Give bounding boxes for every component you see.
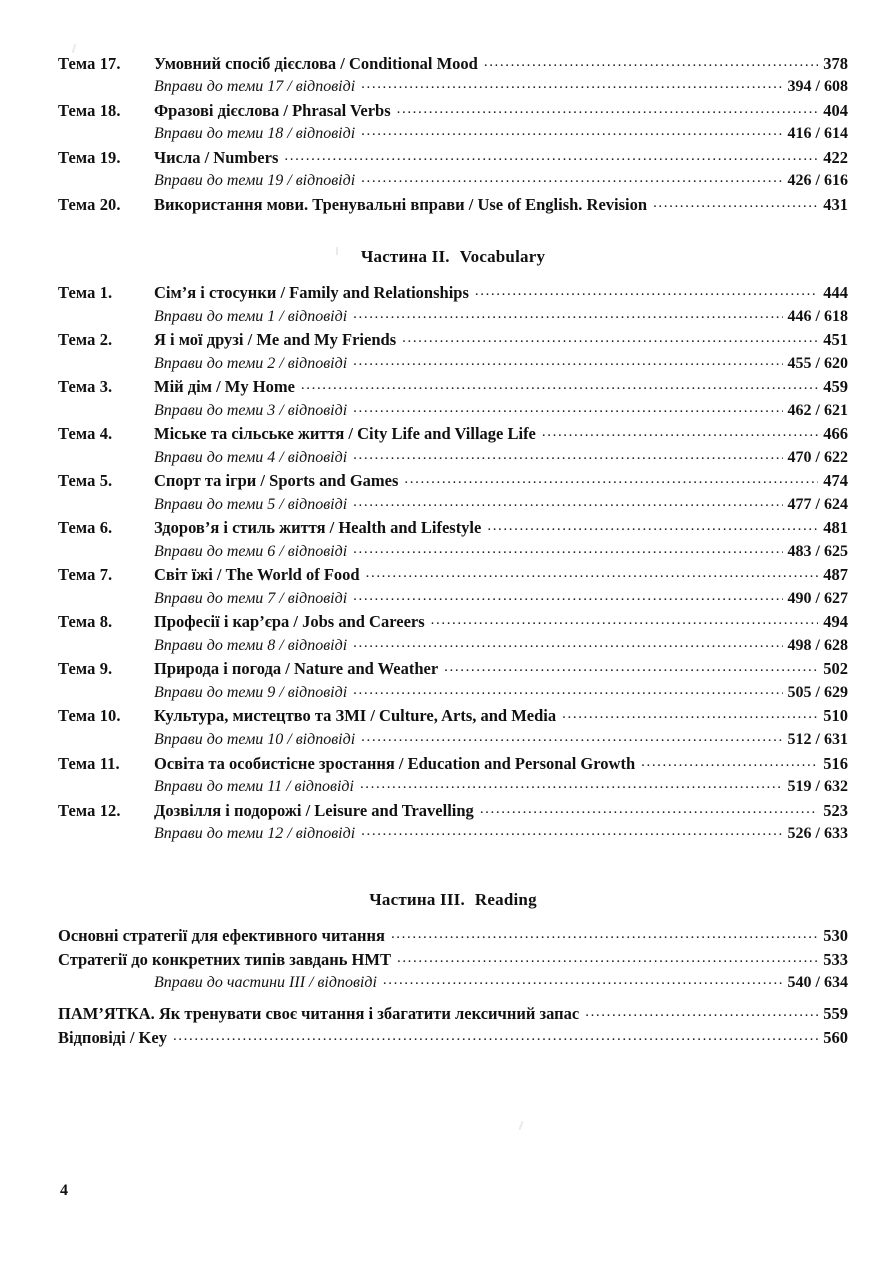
toc-leader-dots <box>562 704 818 725</box>
toc-leader-dots <box>361 74 782 95</box>
toc-entry-title: Числа / Numbers <box>154 148 279 168</box>
toc-entry-pages: 431 <box>823 195 848 215</box>
toc-subentry-title: Вправи до теми 11 / відповіді <box>154 777 354 795</box>
toc-entry-label: Тема 7. <box>58 565 113 585</box>
toc-subentry-title: Вправи до теми 5 / відповіді <box>154 495 348 513</box>
toc-subentry[interactable] <box>58 170 848 193</box>
toc-entry[interactable] <box>58 146 848 170</box>
toc-leader-dots <box>353 680 782 701</box>
toc-entry-label: Тема 4. <box>58 424 113 444</box>
toc-leader-dots <box>641 752 818 773</box>
toc-entry-pages: 516 <box>823 753 848 773</box>
toc-leader-dots <box>301 375 818 396</box>
toc-subentry[interactable] <box>58 494 848 517</box>
toc-subentry-title: Вправи до теми 2 / відповіді <box>154 354 348 372</box>
toc-entry-pages: 422 <box>823 148 848 168</box>
toc-leader-dots <box>397 99 819 120</box>
toc-entry-label: Тема 6. <box>58 518 113 538</box>
toc-entry-pages: 502 <box>823 659 848 679</box>
toc-entry-pages: 523 <box>823 800 848 820</box>
toc-subentry-pages: 470 / 622 <box>787 448 848 466</box>
toc-leader-dots <box>353 445 782 466</box>
toc-entry[interactable] <box>58 469 848 493</box>
toc-leader-dots <box>353 492 782 513</box>
toc-entry-title: Природа і погода / Nature and Weather <box>154 659 439 679</box>
toc-entry-pages: 559 <box>823 1003 848 1023</box>
toc-subentry-pages: 455 / 620 <box>787 354 848 372</box>
part-heading-reading <box>58 890 848 910</box>
toc-entry-pages: 530 <box>823 925 848 945</box>
toc-entry-label: Тема 3. <box>58 377 113 397</box>
toc-leader-dots <box>383 970 783 991</box>
toc-entry-title: Мій дім / My Home <box>154 377 295 397</box>
toc-subentry[interactable] <box>58 682 848 705</box>
toc-entry[interactable] <box>58 52 848 76</box>
toc-entry[interactable] <box>58 193 848 217</box>
toc-leader-dots <box>402 328 818 349</box>
toc-entry-title: Освіта та особистісне зростання / Education and Personal Growth <box>154 753 636 773</box>
toc-entry-pages: 481 <box>823 518 848 538</box>
toc-subentry[interactable] <box>58 541 848 564</box>
toc-leader-dots <box>391 924 818 945</box>
toc-entry[interactable] <box>58 657 848 681</box>
toc-subentry[interactable] <box>58 447 848 470</box>
toc-leader-dots <box>361 121 782 142</box>
toc-entry-pages: 459 <box>823 377 848 397</box>
toc-leader-dots <box>475 281 818 302</box>
toc-entry[interactable] <box>58 422 848 446</box>
toc-subentry-pages: 483 / 625 <box>787 542 848 560</box>
toc-entry[interactable] <box>58 328 848 352</box>
toc-leader-dots <box>585 1002 818 1023</box>
toc-entry-label: Тема 1. <box>58 283 113 303</box>
toc-entry-title: Професії і кар’єра / Jobs and Careers <box>154 612 425 632</box>
toc-subentry[interactable] <box>58 353 848 376</box>
toc-subentry-pages: 462 / 621 <box>787 401 848 419</box>
toc-subentry-pages: 446 / 618 <box>787 307 848 325</box>
toc-body <box>58 52 848 1050</box>
scan-speckle <box>519 1121 524 1130</box>
toc-leader-dots <box>353 398 782 419</box>
toc-entry-pages: 466 <box>823 424 848 444</box>
toc-entry-title: Сім’я і стосунки / Family and Relationships <box>154 283 469 303</box>
toc-leader-dots <box>173 1026 818 1047</box>
toc-entry-label: Тема 5. <box>58 471 113 491</box>
toc-subentry-title: Вправи до теми 10 / відповіді <box>154 730 356 748</box>
toc-subentry[interactable] <box>58 588 848 611</box>
toc-subentry-pages: 519 / 632 <box>787 777 848 795</box>
toc-subentry-title: Вправи до теми 18 / відповіді <box>154 125 356 143</box>
part-heading-vocabulary <box>58 247 848 267</box>
toc-subentry-pages: 490 / 627 <box>787 589 848 607</box>
toc-entry-pages: 444 <box>823 283 848 303</box>
toc-leader-dots <box>360 774 783 795</box>
toc-section-vocabulary <box>58 281 848 845</box>
toc-entry-title: Я і мої друзі / Me and My Friends <box>154 330 397 350</box>
toc-subentry-pages: 498 / 628 <box>787 636 848 654</box>
toc-entry-pages: 494 <box>823 612 848 632</box>
toc-leader-dots <box>353 304 782 325</box>
toc-leader-dots <box>353 539 782 560</box>
toc-subentry-title: Вправи до теми 8 / відповіді <box>154 636 348 654</box>
toc-subentry[interactable] <box>58 823 848 846</box>
toc-subentry-title: Вправи до теми 12 / відповіді <box>154 824 356 842</box>
toc-entry-pages: 533 <box>823 949 848 969</box>
toc-entry-label: Тема 2. <box>58 330 113 350</box>
toc-entry-label: Тема 9. <box>58 659 113 679</box>
toc-entry[interactable] <box>58 281 848 305</box>
toc-leader-dots <box>353 351 782 372</box>
toc-subentry[interactable] <box>58 972 848 995</box>
toc-subentry[interactable] <box>58 729 848 752</box>
toc-entry-title: Відповіді / Key <box>58 1028 167 1048</box>
part-heading-number: Частина III. <box>369 889 465 909</box>
toc-entry[interactable] <box>58 1026 848 1050</box>
toc-subentry-pages: 394 / 608 <box>787 78 848 96</box>
toc-entry-label: Тема 8. <box>58 612 113 632</box>
toc-entry[interactable] <box>58 752 848 776</box>
toc-entry-pages: 487 <box>823 565 848 585</box>
toc-subentry[interactable] <box>58 400 848 423</box>
toc-entry[interactable] <box>58 610 848 634</box>
toc-entry-title: Здоров’я і стиль життя / Health and Lifestyle <box>154 518 482 538</box>
toc-entry-label: Тема 10. <box>58 706 121 726</box>
toc-leader-dots <box>366 563 819 584</box>
toc-entry-label: Тема 11. <box>58 753 120 773</box>
toc-leader-dots <box>353 633 782 654</box>
toc-subentry-pages: 526 / 633 <box>787 824 848 842</box>
toc-subentry-title: Вправи до теми 6 / відповіді <box>154 542 348 560</box>
toc-subentry-title: Вправи до частини III / відповіді <box>154 974 377 992</box>
part-heading-title: Reading <box>474 889 537 909</box>
toc-subentry[interactable] <box>58 76 848 99</box>
page-number: 4 <box>60 1182 68 1199</box>
toc-entry[interactable] <box>58 704 848 728</box>
toc-subentry-pages: 505 / 629 <box>787 683 848 701</box>
toc-entry[interactable] <box>58 516 848 540</box>
toc-entry[interactable] <box>58 1002 848 1026</box>
toc-entry[interactable] <box>58 375 848 399</box>
toc-entry-title: Фразові дієслова / Phrasal Verbs <box>154 101 391 121</box>
toc-leader-dots <box>361 727 782 748</box>
toc-entry-title: Світ їжі / The World of Food <box>154 565 360 585</box>
toc-entry-pages: 451 <box>823 330 848 350</box>
toc-entry[interactable] <box>58 924 848 948</box>
part-heading-title: Vocabulary <box>459 247 546 267</box>
toc-leader-dots <box>487 516 818 537</box>
toc-subentry[interactable] <box>58 306 848 329</box>
toc-entry-label: Тема 17. <box>58 54 121 73</box>
part-heading-number: Частина II. <box>360 247 450 267</box>
toc-entry[interactable] <box>58 563 848 587</box>
toc-entry-label: Тема 18. <box>58 101 121 121</box>
toc-subentry-title: Вправи до теми 4 / відповіді <box>154 448 348 466</box>
toc-subentry-title: Вправи до теми 7 / відповіді <box>154 589 348 607</box>
toc-subentry-title: Вправи до теми 3 / відповіді <box>154 401 348 419</box>
toc-entry-title: Стратегії до конкретних типів завдань НМТ <box>58 949 391 969</box>
toc-subentry-pages: 512 / 631 <box>787 730 848 748</box>
toc-entry-pages: 404 <box>823 101 848 121</box>
toc-entry[interactable] <box>58 799 848 823</box>
toc-leader-dots <box>404 469 818 490</box>
toc-leader-dots <box>480 799 818 820</box>
toc-subentry-pages: 426 / 616 <box>787 172 848 190</box>
toc-leader-dots <box>444 657 818 678</box>
toc-entry-title: Використання мови. Тренувальні вправи / Use of English. Revision <box>154 195 648 215</box>
toc-leader-dots <box>431 610 819 631</box>
toc-subentry-pages: 416 / 614 <box>787 125 848 143</box>
toc-entry-label: Тема 20. <box>58 195 121 215</box>
toc-leader-dots <box>653 193 818 214</box>
toc-leader-dots <box>361 821 782 842</box>
toc-subentry[interactable] <box>58 635 848 658</box>
toc-subentry-pages: 540 / 634 <box>787 974 848 992</box>
toc-subentry-title: Вправи до теми 9 / відповіді <box>154 683 348 701</box>
toc-leader-dots <box>397 948 818 969</box>
toc-subentry[interactable] <box>58 776 848 799</box>
toc-entry[interactable] <box>58 99 848 123</box>
toc-entry-title: ПАМ’ЯТКА. Як тренувати своє читання і збагатити лексичний запас <box>58 1003 580 1023</box>
toc-entry-label: Тема 12. <box>58 800 121 820</box>
toc-subentry-title: Вправи до теми 17 / відповіді <box>154 78 356 96</box>
toc-leader-dots <box>353 586 782 607</box>
toc-entry-pages: 560 <box>823 1028 848 1048</box>
toc-section-continuation <box>58 52 848 217</box>
toc-entry[interactable] <box>58 948 848 972</box>
toc-leader-dots <box>361 168 782 189</box>
toc-entry-title: Умовний спосіб дієслова / Conditional Mood <box>154 54 478 73</box>
toc-entry-pages: 474 <box>823 471 848 491</box>
toc-subentry[interactable] <box>58 123 848 146</box>
toc-entry-title: Дозвілля і подорожі / Leisure and Travelling <box>154 800 474 820</box>
toc-subentry-pages: 477 / 624 <box>787 495 848 513</box>
toc-subentry-title: Вправи до теми 19 / відповіді <box>154 172 356 190</box>
toc-entry-pages: 510 <box>823 706 848 726</box>
toc-entry-title: Основні стратегії для ефективного читання <box>58 925 385 945</box>
toc-leader-dots <box>284 146 818 167</box>
toc-leader-dots <box>484 52 818 73</box>
toc-subentry-title: Вправи до теми 1 / відповіді <box>154 307 348 325</box>
toc-entry-title: Міське та сільське життя / City Life and Village Life <box>154 424 536 444</box>
toc-entry-title: Спорт та ігри / Sports and Games <box>154 471 399 491</box>
toc-entry-label: Тема 19. <box>58 148 121 168</box>
toc-section-reading <box>58 924 848 1051</box>
toc-entry-title: Культура, мистецтво та ЗМІ / Culture, Arts, and Media <box>154 706 557 726</box>
toc-leader-dots <box>542 422 818 443</box>
toc-entry-pages: 378 <box>823 54 848 73</box>
